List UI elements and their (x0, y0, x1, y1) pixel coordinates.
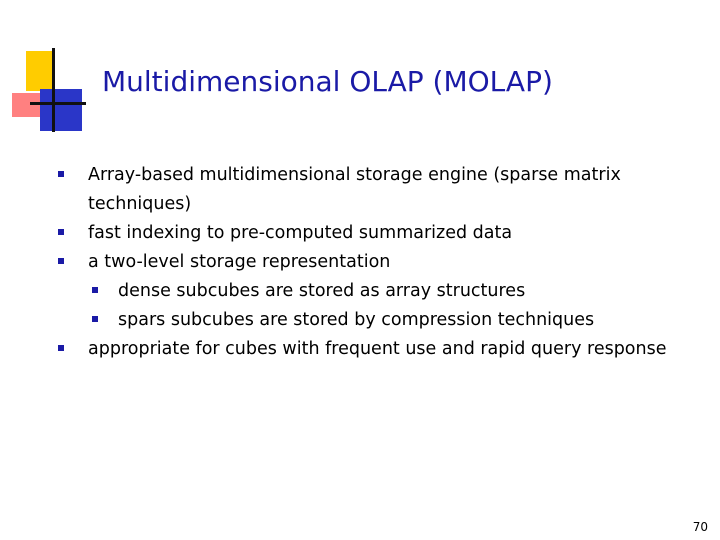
bullet-item (58, 335, 698, 364)
square-bullet-icon (58, 345, 64, 351)
bullet-text: dense subcubes are stored as array structures (118, 281, 526, 301)
bullet-text: a two-level storage representation (88, 252, 391, 272)
bullet-text: spars subcubes are stored by compression techniques (118, 310, 595, 330)
square-bullet-icon (58, 258, 64, 264)
logo-blue-square (40, 89, 82, 131)
page-number: 70 (692, 520, 708, 534)
bullet-text: fast indexing to pre-computed summarized data (88, 223, 513, 243)
square-bullet-icon (58, 171, 64, 177)
slide-logo-icon (0, 0, 90, 140)
square-bullet-icon (92, 287, 98, 293)
square-bullet-icon (58, 229, 64, 235)
bullet-list (58, 161, 698, 364)
bullet-text: appropriate for cubes with frequent use and rapid query response (88, 339, 667, 359)
bullet-text: Array-based multidimensional storage engine (sparse matrix techniques) (88, 165, 621, 214)
sub-bullet-item (58, 277, 698, 306)
logo-yellow-square (26, 51, 52, 91)
bullet-item (58, 161, 698, 219)
slide-title: Multidimensional OLAP (MOLAP) (102, 65, 553, 98)
logo-vertical-line (52, 48, 55, 132)
square-bullet-icon (92, 316, 98, 322)
logo-horizontal-line (30, 102, 86, 105)
bullet-item (58, 248, 698, 277)
sub-bullet-item (58, 306, 698, 335)
bullet-item (58, 219, 698, 248)
